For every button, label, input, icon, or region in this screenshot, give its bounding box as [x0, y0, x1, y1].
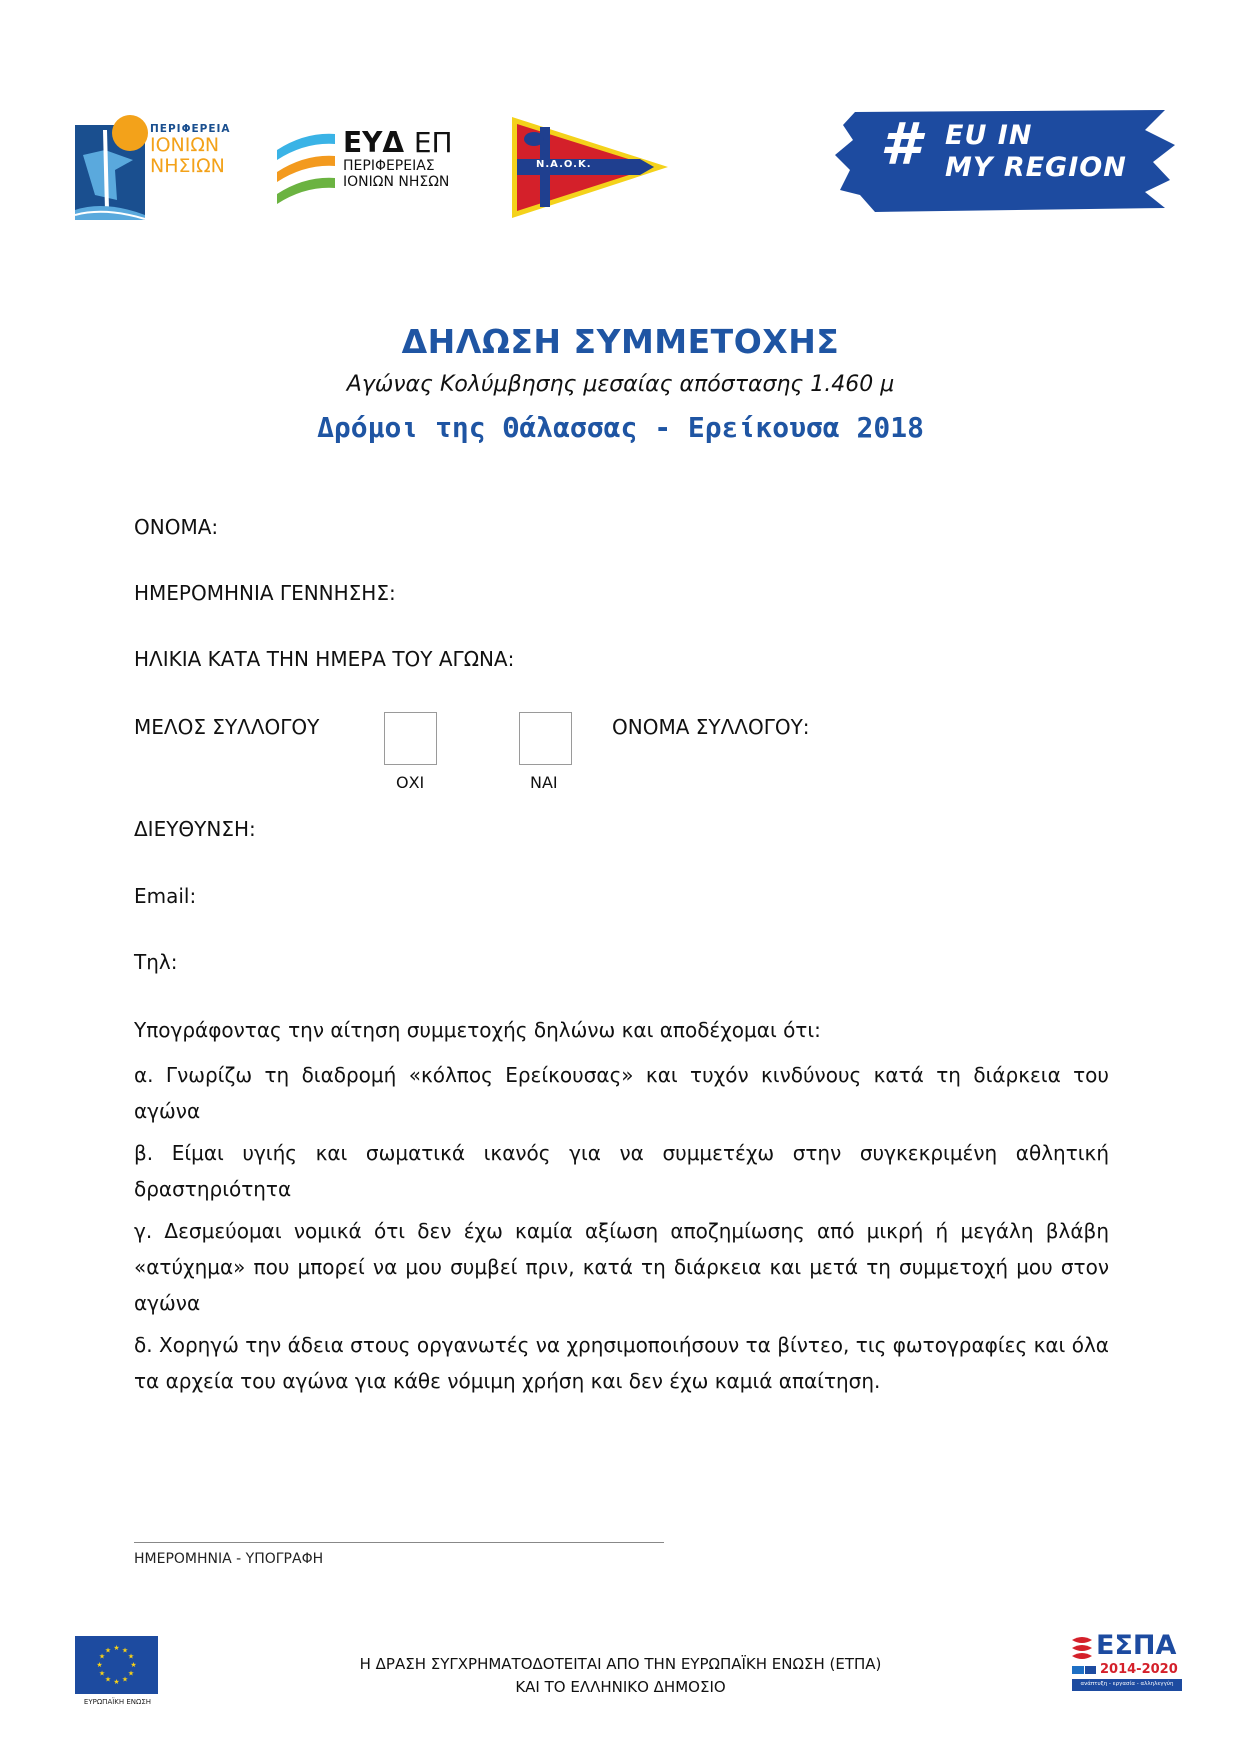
- signature-line: [134, 1542, 664, 1543]
- eu-in-my-region-line1: EU IN: [945, 120, 1033, 151]
- cofunding-line1: Η ΔΡΑΣΗ ΣΥΓΧΡΗΜΑΤΟΔΟΤΕΙΤΑΙ ΑΠΟ ΤΗΝ ΕΥΡΩΠΑΪΚΗ ΕΝΩΣΗ (ΕΤΠΑ): [359, 1655, 882, 1673]
- espa-tagline: ανάπτυξη - εργασία - αλληλεγγύη: [1080, 1681, 1174, 1687]
- address-field-label: ΔΙΕΥΘΥΝΣΗ:: [134, 817, 256, 841]
- eu-in-my-region-logo: [835, 100, 1180, 218]
- eyd-logo-thin: ΕΠ: [413, 126, 453, 159]
- svg-text:★: ★: [121, 1646, 129, 1655]
- club-member-label: ΜΕΛΟΣ ΣΥΛΛΟΓΟΥ: [134, 715, 320, 739]
- document-subtitle: Αγώνας Κολύμβησης μεσαίας απόστασης 1.460 μ: [346, 372, 895, 397]
- region-logo-line2: ΙΟΝΙΩΝ: [150, 134, 220, 156]
- dob-field-label: ΗΜΕΡΟΜΗΝΙΑ ΓΕΝΝΗΣΗΣ:: [134, 581, 396, 605]
- eyd-logo-bold: ΕΥΔ: [343, 126, 405, 159]
- svg-text:★: ★: [130, 1661, 137, 1669]
- region-emblem-icon: [75, 115, 150, 220]
- eu-caption: ΕΥΡΩΠΑΪΚΗ ΕΝΩΣΗ: [83, 1698, 152, 1706]
- espa-logo: [1070, 1632, 1185, 1702]
- cofunding-statement: [0, 1653, 1241, 1699]
- phone-field-label: Τηλ:: [134, 950, 178, 974]
- waves-icon: [275, 128, 337, 208]
- svg-text:★: ★: [98, 1652, 106, 1661]
- eyd-ep-logo: [275, 128, 490, 208]
- cofunding-line2: ΚΑΙ ΤΟ ΕΛΛΗΝΙΚΟ ΔΗΜΟΣΙΟ: [515, 1678, 726, 1696]
- club-member-no-checkbox[interactable]: [384, 712, 437, 765]
- svg-text:★: ★: [113, 1678, 120, 1686]
- no-option-label: ΟΧΙ: [396, 773, 425, 792]
- svg-text:★: ★: [98, 1669, 106, 1678]
- declaration-item-c: γ. Δεσμεύομαι νομικά ότι δεν έχω καμία αξίωση αποζημίωσης από μικρή ή μεγάλη βλάβη «ατύχημα» που μπορεί να μου συμβεί πριν, κατά τη διάρκεια και μετά τη συμμετοχή μου στον αγώνα: [134, 1219, 1109, 1315]
- yes-option-label: ΝΑΙ: [530, 773, 558, 792]
- espa-title: ΕΣΠΑ: [1096, 1630, 1177, 1661]
- document-title: ΔΗΛΩΣΗ ΣΥΜΜΕΤΟΧΗΣ: [401, 322, 840, 361]
- eyd-logo-line2: ΠΕΡΙΦΕΡΕΙΑΣ: [343, 158, 435, 174]
- email-field-label: Email:: [134, 884, 197, 908]
- naok-pennant-logo: [510, 115, 670, 220]
- eyd-logo-line3: ΙΟΝΙΩΝ ΝΗΣΩΝ: [343, 174, 450, 190]
- declaration-item-b: β. Είμαι υγιής και σωματικά ικανός για να συμμετέχω στην συγκεκριμένη αθλητική δραστηριότητα: [134, 1141, 1109, 1201]
- svg-text:★: ★: [96, 1661, 103, 1669]
- club-member-yes-checkbox[interactable]: [519, 712, 572, 765]
- region-logo-line1: ΠΕΡΙΦΕΡΕΙΑ: [150, 123, 231, 135]
- svg-text:★: ★: [104, 1646, 112, 1655]
- signature-label: ΗΜΕΡΟΜΗΝΙΑ - ΥΠΟΓΡΑΦΗ: [134, 1551, 324, 1567]
- svg-text:★: ★: [127, 1652, 135, 1661]
- naok-label: N.A.O.K.: [536, 159, 592, 170]
- svg-text:★: ★: [121, 1675, 129, 1684]
- eu-in-my-region-line2: MY REGION: [945, 152, 1127, 183]
- region-ionian-islands-logo: [75, 115, 240, 220]
- svg-text:★: ★: [113, 1644, 120, 1652]
- hashtag-icon: #: [880, 110, 921, 178]
- event-name: Δρόμοι της Θάλασσας - Ερείκουσα 2018: [317, 411, 924, 444]
- age-field-label: ΗΛΙΚΙΑ ΚΑΤΑ ΤΗΝ ΗΜΕΡΑ ΤΟΥ ΑΓΩΝΑ:: [134, 647, 515, 671]
- region-logo-line3: ΝΗΣΙΩΝ: [150, 155, 225, 177]
- club-name-label: ΟΝΟΜΑ ΣΥΛΛΟΓΟΥ:: [612, 715, 810, 739]
- espa-years: 2014-2020: [1100, 1662, 1178, 1677]
- declaration-intro: Υπογράφοντας την αίτηση συμμετοχής δηλώνω και αποδέχομαι ότι:: [134, 1018, 821, 1042]
- name-field-label: ΟΝΟΜΑ:: [134, 515, 219, 539]
- declaration-item-a: α. Γνωρίζω τη διαδρομή «κόλπος Ερείκουσας» και τυχόν κινδύνους κατά τη διάρκεια του αγώνα: [134, 1063, 1109, 1123]
- svg-text:★: ★: [104, 1675, 112, 1684]
- svg-text:★: ★: [127, 1669, 135, 1678]
- declaration-item-d: δ. Χορηγώ την άδεια στους οργανωτές να χρησιμοποιήσουν τα βίντεο, τις φωτογραφίες και όλα τα αρχεία του αγώνα για κάθε νόμιμη χρήση και δεν έχω καμιά απαίτηση.: [134, 1333, 1109, 1393]
